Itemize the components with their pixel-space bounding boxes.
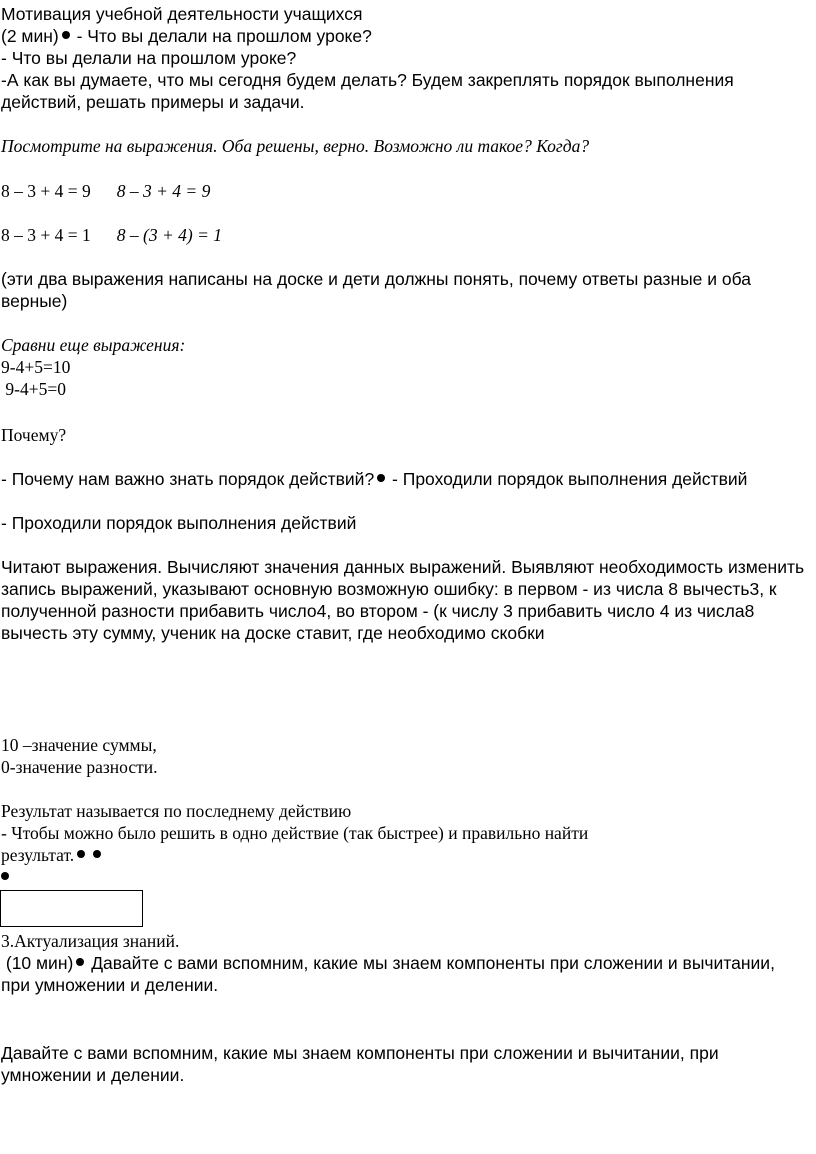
line-recall-components-cont: умножении и делении. <box>1 1065 185 1085</box>
line-why-order: - Почему нам важно знать порядок действий? - Проходили порядок выполнения действий <box>1 469 748 489</box>
paragraph-students-line-3: полученной разности прибавить число4, во втором - (к числу 3 прибавить число 4 из числа8 <box>1 601 755 621</box>
line-question-today-cont: действий, решать примеры и задачи. <box>1 92 305 112</box>
line-bullet <box>1 866 11 888</box>
bullet-icon <box>1 872 9 880</box>
empty-box <box>0 890 143 927</box>
line-timing: (2 мин) - Что вы делали на прошлом уроке? <box>1 26 372 46</box>
expression-compare-1: 9-4+5=10 <box>1 357 71 377</box>
expression-row-2: 8 – 3 + 4 = 1 8 – (3 + 4) = 1 <box>1 225 223 245</box>
line-studied-order: - Проходили порядок выполнения действий <box>1 513 357 533</box>
bullet-icon <box>93 850 101 858</box>
line-question-previous: - Что вы делали на прошлом уроке? <box>1 48 297 68</box>
line-why: Почему? <box>1 425 67 445</box>
line-note: (эти два выражения написаны на доске и дети должны понять, почему ответы разные и оба <box>1 269 752 289</box>
section-heading-actualization: 3.Актуализация знаний. <box>1 931 180 951</box>
line-actualization-timing: (10 мин) Давайте с вами вспомним, какие мы знаем компоненты при сложении и вычитании, <box>1 953 775 973</box>
heading-motivation: Мотивация учебной деятельности учащихся <box>1 4 363 24</box>
line-actualization-cont: при умножении и делении. <box>1 975 219 995</box>
bullet-icon <box>377 474 385 482</box>
line-note-cont: верные) <box>1 291 68 311</box>
line-question-today: -А как вы думаете, что мы сегодня будем делать? Будем закреплять порядок выполнения <box>1 70 734 90</box>
line-compare: Сравни еще выражения: <box>1 335 186 355</box>
line-look-expressions: Посмотрите на выражения. Оба решены, верно. Возможно ли такое? Когда? <box>1 136 590 156</box>
bullet-icon <box>76 958 84 966</box>
paragraph-students-line-2: запись выражений, указывают основную возможную ошибку: в первом - из числа 8 вычесть3, к <box>1 579 777 599</box>
bullet-icon <box>62 31 70 39</box>
paragraph-students-line-1: Читают выражения. Вычисляют значения данных выражений. Выявляют необходимость изменить <box>1 557 805 577</box>
paragraph-students-line-4: вычесть эту сумму, ученик на доске ставит, где необходимо скобки <box>1 623 545 643</box>
line-result-rule: Результат называется по последнему действию <box>1 801 352 821</box>
expression-compare-2: 9-4+5=0 <box>1 379 66 399</box>
line-sum-value: 10 –значение суммы, <box>1 735 157 755</box>
line-difference-value: 0-значение разности. <box>1 757 158 777</box>
line-recall-components: Давайте с вами вспомним, какие мы знаем компоненты при сложении и вычитании, при <box>1 1043 719 1063</box>
expression-row-1: 8 – 3 + 4 = 9 8 – 3 + 4 = 9 <box>1 181 211 201</box>
line-reason-cont: результат. <box>1 844 103 866</box>
bullet-icon <box>77 850 85 858</box>
line-reason: - Чтобы можно было решить в одно действие (так быстрее) и правильно найти <box>1 823 589 843</box>
